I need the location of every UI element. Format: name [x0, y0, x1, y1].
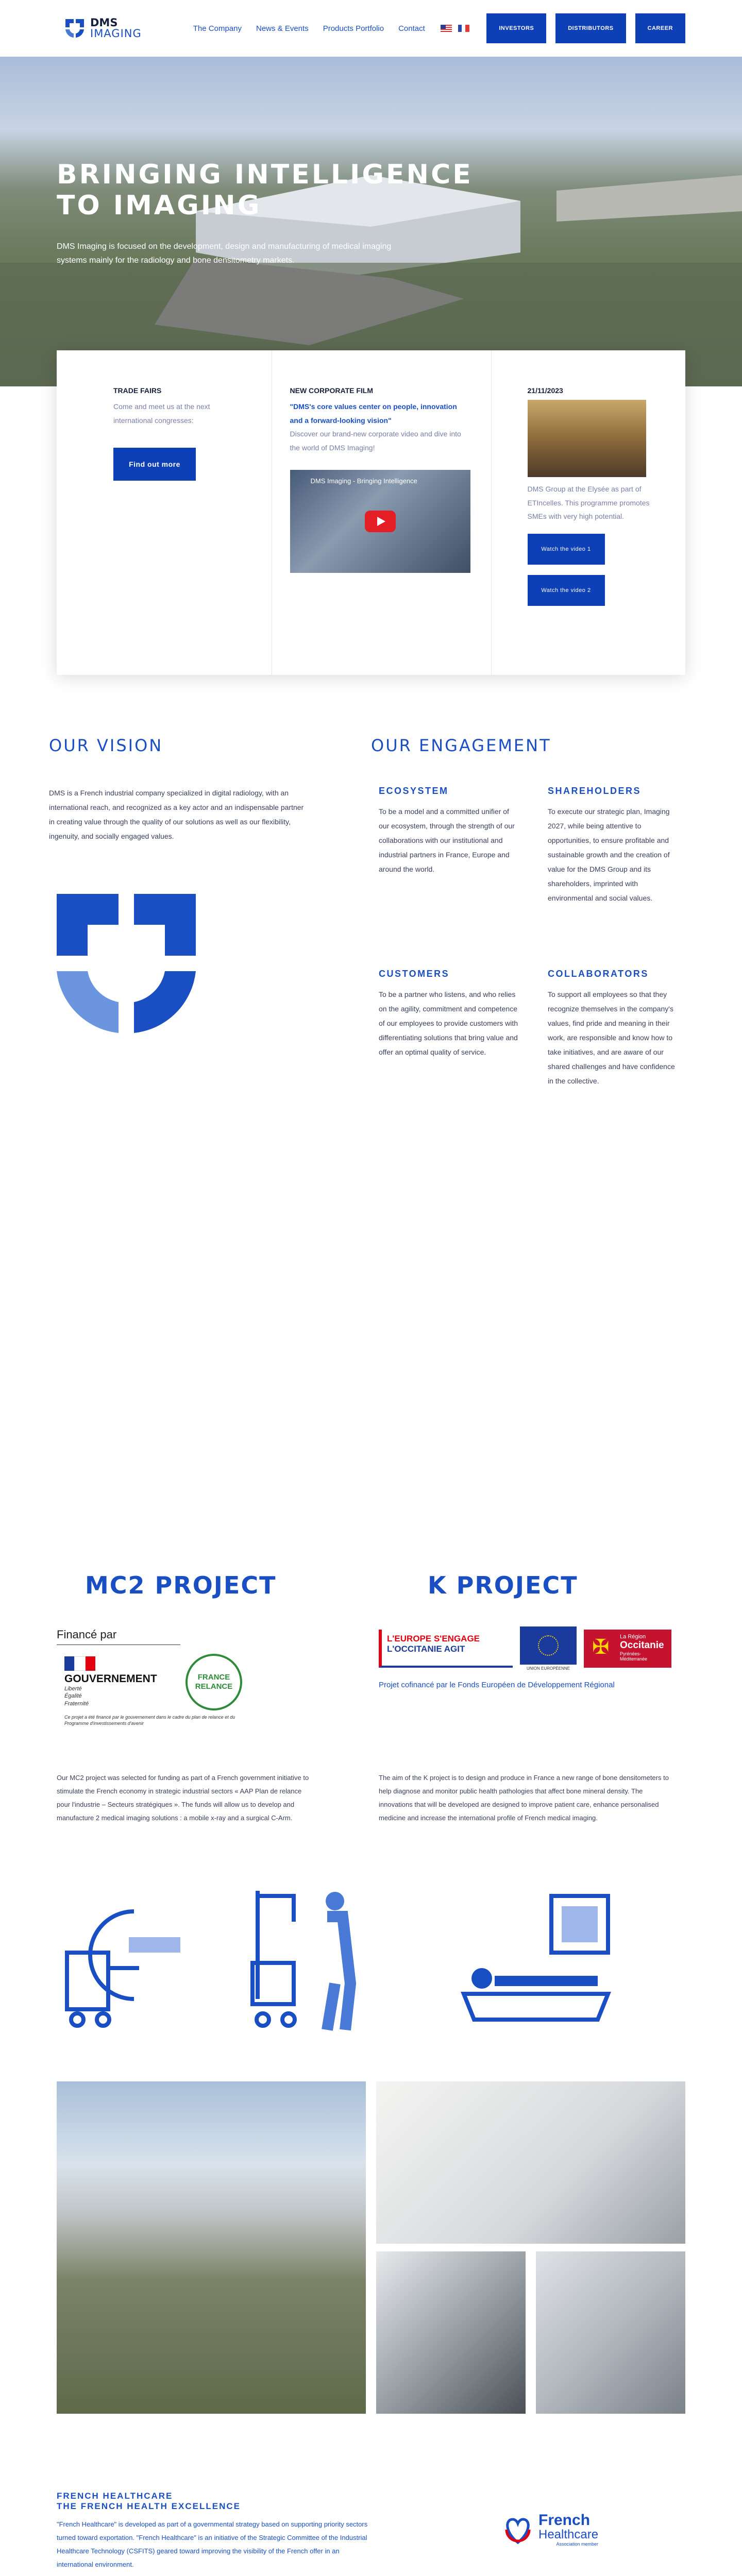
card-title: TRADE FAIRS	[113, 386, 162, 395]
main-nav	[193, 24, 425, 33]
eu-occitanie-logos	[379, 1628, 685, 1669]
k-text: The aim of the K project is to design and produce in France a new range of bone densitometers to help diagnose and monitor public health pathologies that affect bone mineral density. The innovations that will be developed are designed to improve patient care, enhance personalised medicine and increase the international profile of French medical imaging.	[379, 1774, 669, 1822]
france-relance-badge	[185, 1654, 242, 1710]
play-icon[interactable]	[365, 511, 396, 532]
watch-video-2-button[interactable]: Watch the video 2	[528, 575, 605, 606]
card-date: 21/11/2023	[527, 386, 563, 395]
logo-text-dms: DMS	[90, 16, 118, 29]
occitanie-logo	[584, 1630, 671, 1668]
investors-button[interactable]: INVESTORS	[486, 13, 546, 43]
office-photo-1	[376, 2081, 685, 2244]
engagement-text: To be a partner who listens, and who relies on the agility, commitment and competence of our employees to provide customers with differentiating solutions that bring value and offer an optimal quality of service.	[379, 990, 518, 1056]
card-quote: "DMS's core values center on people, innovation and a forward-looking vision"	[290, 402, 457, 425]
mobile-xray-illustration	[242, 1880, 366, 2035]
french-healthcare-logo[interactable]	[502, 2504, 626, 2555]
eu-label: UNION EUROPÉENNE	[526, 1666, 570, 1671]
fr-flag-icon[interactable]	[458, 25, 469, 32]
gov-title: GOUVERNEMENT	[64, 1673, 157, 1685]
vision-title: OUR VISION	[49, 736, 163, 755]
engagement-heading: SHAREHOLDERS	[548, 786, 642, 796]
engagement-heading: CUSTOMERS	[379, 969, 450, 979]
k-project-title: K PROJECT	[428, 1571, 578, 1599]
fh-logo-line3: Association member	[556, 2541, 599, 2547]
us-flag-icon[interactable]	[441, 25, 452, 32]
logo-text-imaging: IMAGING	[90, 27, 142, 40]
card-corporate-film	[272, 350, 492, 675]
card-title: NEW CORPORATE FILM	[290, 386, 374, 395]
hero-aerial-photo	[0, 57, 742, 386]
c-arm-illustration	[57, 1880, 191, 2035]
heart-icon	[502, 2514, 533, 2545]
career-button[interactable]: CAREER	[635, 13, 685, 43]
hero-subtitle: DMS Imaging is focused on the development, design and manufacturing of medical imaging systems mainly for the radiology and bone densitometry markets.	[57, 242, 392, 265]
engagement-ecosystem	[379, 786, 518, 876]
fh-text: "French Healthcare" is developed as part of a governmental strategy based on supporting priority sectors turned toward exportation. "French Healthcare" is an initiative of the Strategic Committee of the Industrial Healthcare Technology (CSFITS) geared toward improving the visibility of the French offer in an international environment.	[57, 2520, 368, 2568]
mc2-project-title: MC2 PROJECT	[85, 1571, 277, 1599]
gov-note: Ce projet a été financé par le gouvernement dans le cadre du plan de relance et du Programme d'investissements d'avenir	[64, 1715, 235, 1726]
nav-the-company[interactable]: The Company	[193, 24, 242, 33]
engagement-text: To support all employees so that they recognize themselves in the company's values, find pride and meaning in their work, are responsible and know how to take initiatives, and are aware of our shared challenges and have confidence in the collective.	[548, 990, 675, 1085]
distributors-button[interactable]: DISTRIBUTORS	[555, 13, 626, 43]
engagement-shareholders	[548, 786, 682, 905]
hero-title	[57, 160, 473, 222]
video-player[interactable]	[290, 470, 470, 573]
fh-logo-line1: French	[538, 2511, 591, 2529]
nav-products-portfolio[interactable]: Products Portfolio	[323, 24, 384, 33]
fh-logo-line2: Healthcare	[538, 2527, 599, 2541]
watch-video-1-button[interactable]: Watch the video 1	[528, 534, 605, 565]
nav-news-events[interactable]: News & Events	[256, 24, 309, 33]
engagement-text: To execute our strategic plan, Imaging 2027, while being attentive to opportunities, to ensure profitable and sustainable growth and the creation of value for the DMS Group and its shareholders, imprinted with environmental and social values.	[548, 807, 670, 902]
vision-text: DMS is a French industrial company specialized in digital radiology, with an international reach, and recognized as a key actor and an indispensable partner in creating value through the quality of our solutions as well as our flexibility, ingenuity, and socially engaged values.	[49, 789, 304, 840]
eu-line1: L'EUROPE S'ENGAGE	[387, 1634, 480, 1643]
card-elysee-event	[492, 350, 686, 675]
french-healthcare-section	[57, 2491, 371, 2571]
card-text: Come and meet us at the next international congresses:	[113, 402, 210, 425]
eu-line2: L'OCCITANIE AGIT	[387, 1644, 465, 1654]
dms-mark-icon	[49, 886, 204, 1041]
video-title: DMS Imaging - Bringing Intelligence	[310, 477, 417, 485]
engagement-collaborators	[548, 969, 682, 1088]
gov-motto: Liberté Égalité Fraternité	[64, 1686, 89, 1707]
hero-title-line2: TO IMAGING	[57, 190, 262, 221]
building-photo	[57, 2081, 366, 2414]
france-relance-text: FRANCE RELANCE	[195, 1673, 233, 1691]
region-label3: Pyrénées-Méditerranée	[620, 1651, 648, 1662]
card-trade-fairs	[57, 350, 272, 675]
region-label2: Occitanie	[620, 1640, 664, 1651]
eu-flag-icon	[520, 1626, 577, 1671]
card-text: DMS Group at the Elysée as part of ETIncelles. This programme promotes SMEs with very high potential.	[527, 485, 650, 521]
fh-title1: FRENCH HEALTHCARE	[57, 2491, 173, 2501]
news-cards	[57, 350, 685, 675]
gov-finance-logo	[57, 1628, 247, 1731]
engagement-heading: COLLABORATORS	[548, 969, 649, 979]
k-caption: Projet cofinancé par le Fonds Européen de Développement Régional	[379, 1681, 615, 1689]
fh-title2: THE FRENCH HEALTH EXCELLENCE	[57, 2501, 241, 2511]
finance-label: Financé par	[57, 1628, 180, 1645]
engagement-text: To be a model and a committed unifier of our ecosystem, through the strength of our collaborations with our institutional and industrial partners in France, Europe and around the world.	[379, 807, 515, 873]
region-label1: La Région	[620, 1634, 646, 1640]
office-photo-2	[376, 2251, 526, 2414]
card-text: Discover our brand-new corporate video and dive into the world of DMS Imaging!	[290, 430, 461, 452]
engagement-title: OUR ENGAGEMENT	[371, 736, 551, 755]
engagement-heading: ECOSYSTEM	[379, 786, 449, 796]
marianne-icon	[64, 1656, 95, 1671]
bone-densitometer-illustration	[453, 1880, 623, 2035]
nav-contact[interactable]: Contact	[398, 24, 425, 33]
logo-icon	[64, 18, 85, 39]
office-photo-3	[536, 2251, 685, 2414]
europe-engage-logo	[379, 1630, 513, 1668]
event-photo	[528, 400, 646, 477]
occitanie-cross-icon: ✠	[592, 1636, 610, 1658]
dms-logo[interactable]	[64, 18, 142, 39]
engagement-customers	[379, 969, 518, 1059]
find-out-more-button[interactable]: Find out more	[113, 448, 196, 481]
mc2-text: Our MC2 project was selected for funding as part of a French government initiative to stimulate the French economy in strategic industrial sectors « AAP Plan de relance pour l'industrie – Secteurs stratégiques ». The funds will allow us to develop and manufacture 2 medical imaging solutions : a mobile x-ray and a surgical C-Arm.	[57, 1774, 309, 1822]
site-header	[0, 0, 742, 57]
hero-section	[0, 57, 742, 386]
hero-title-line1: BRINGING INTELLIGENCE	[57, 159, 473, 190]
